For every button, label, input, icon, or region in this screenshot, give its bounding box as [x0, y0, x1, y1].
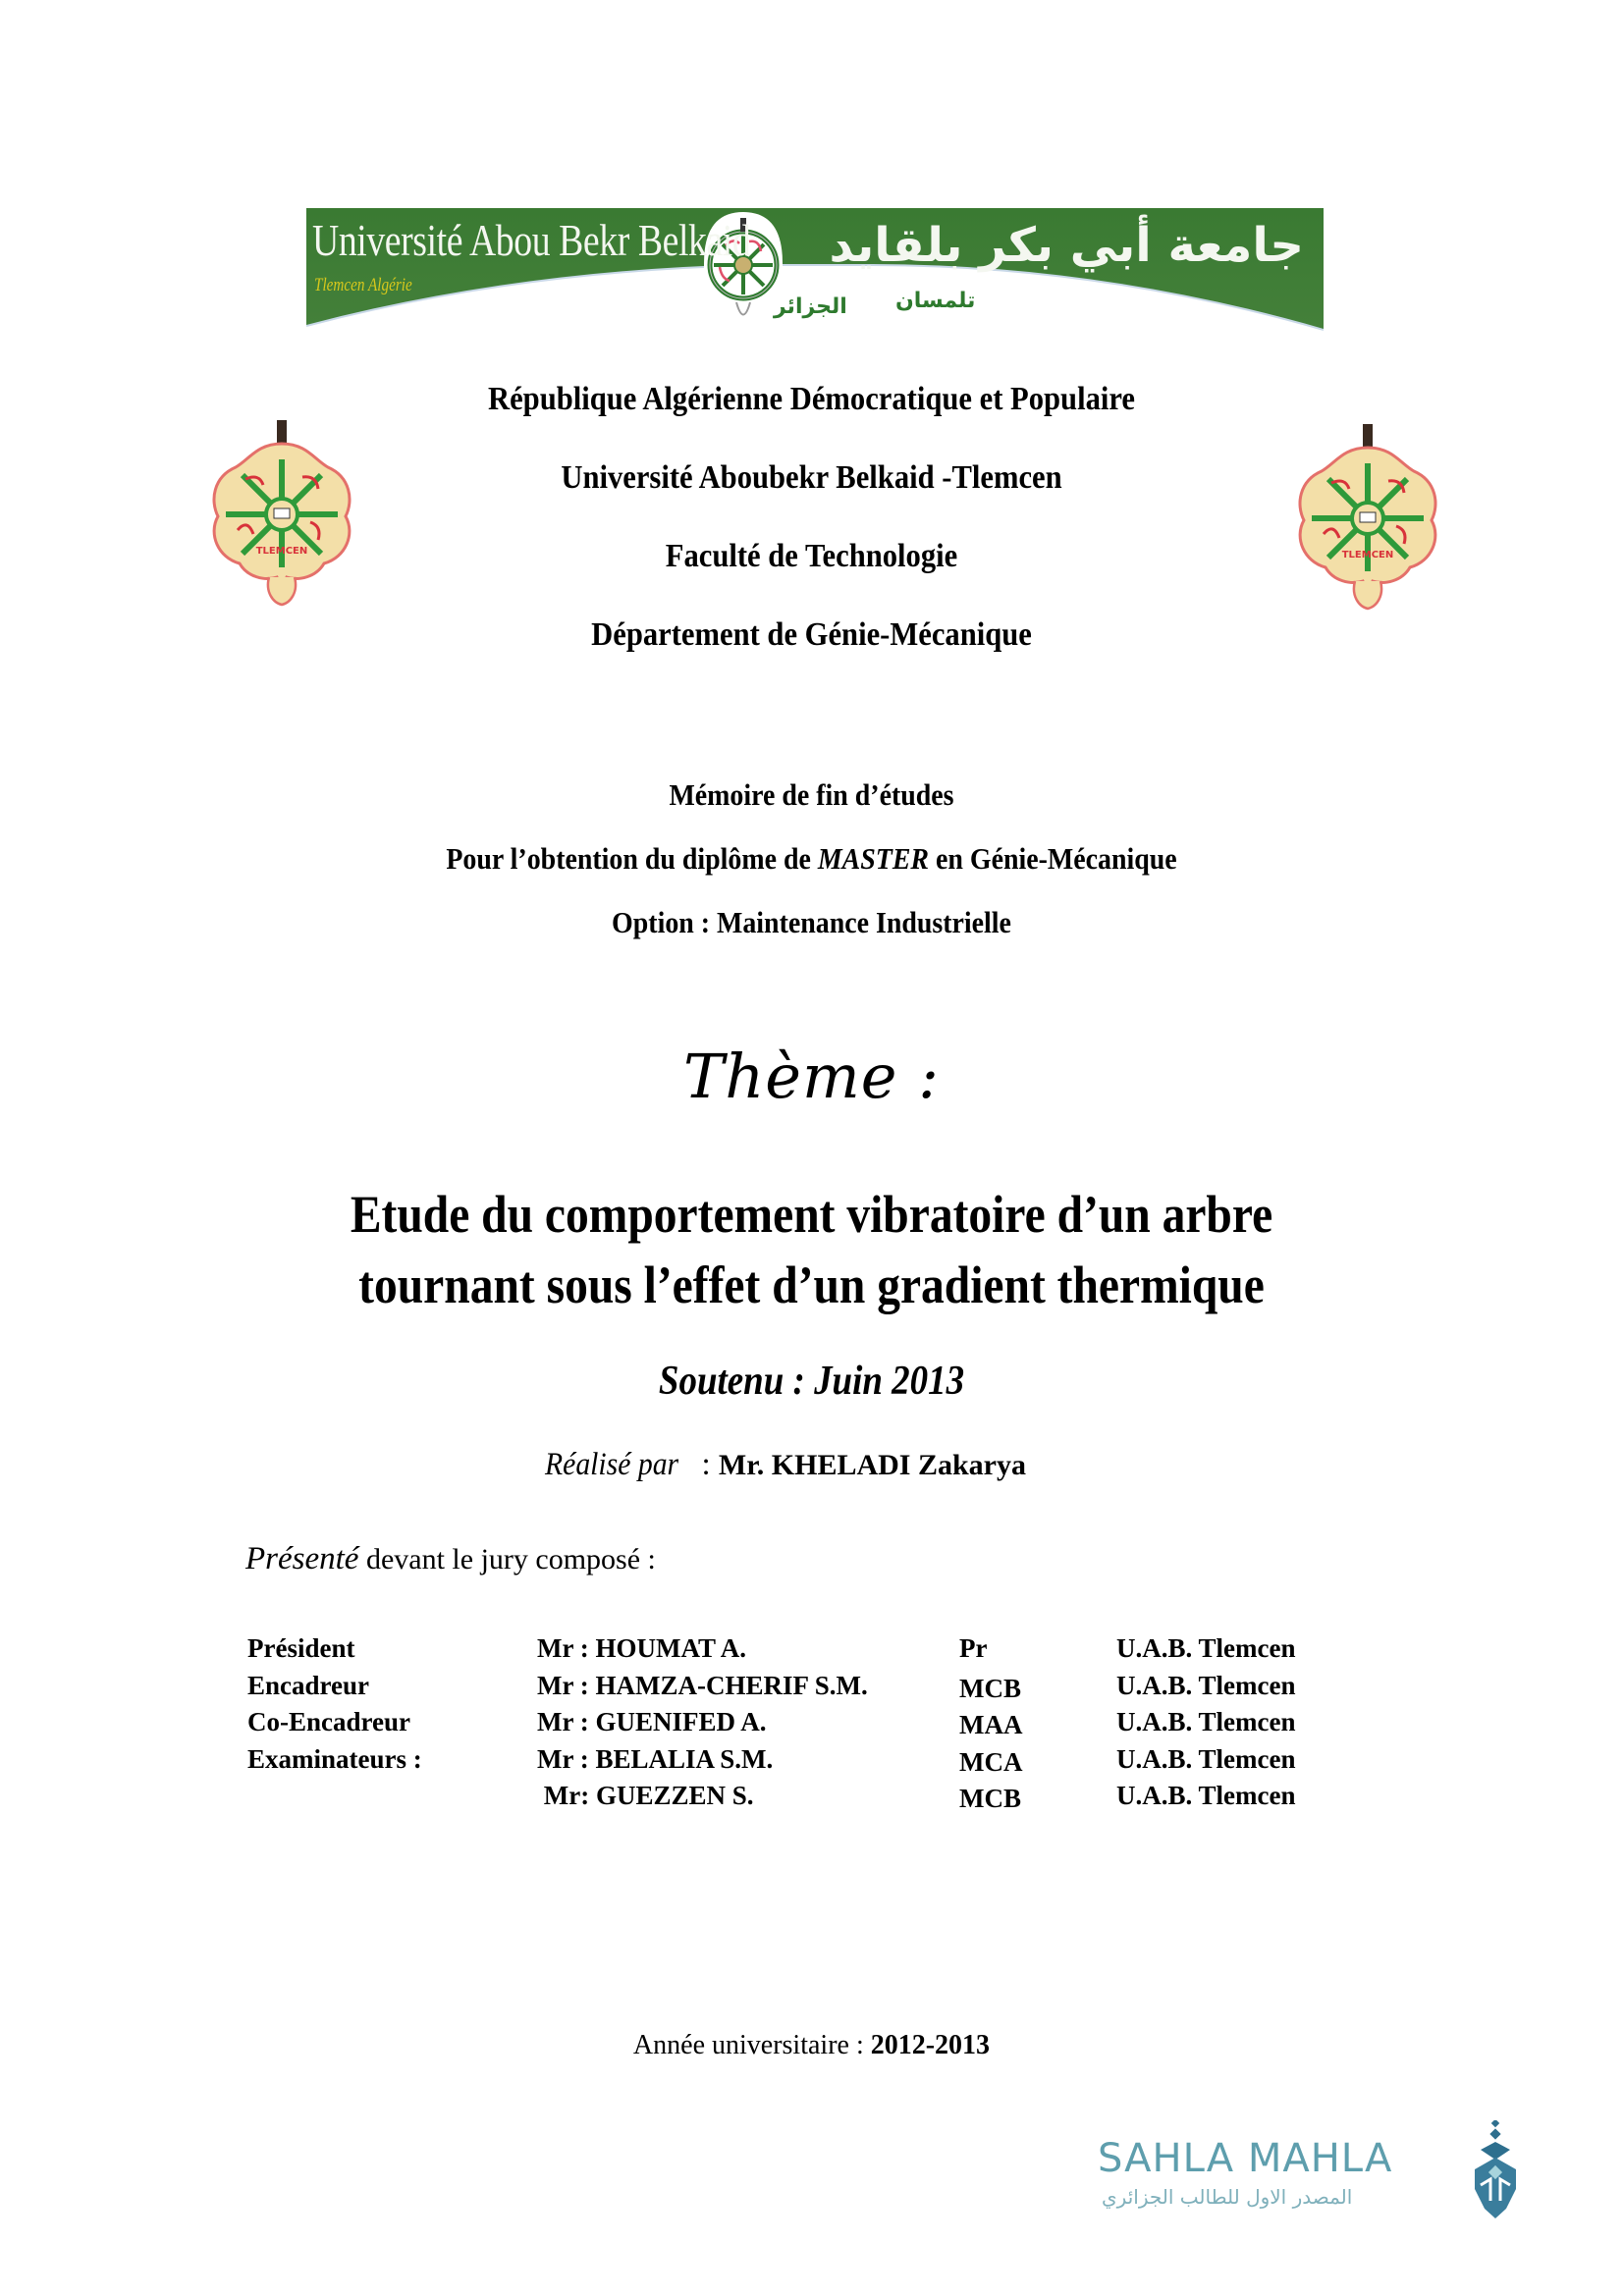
academic-year — [0, 2030, 1623, 2061]
university-seal-left-icon — [208, 420, 355, 607]
thesis-title-line-2: tournant sous l’effet d’un gradient thermique — [358, 1255, 1265, 1314]
jury-role: Encadreur — [247, 1670, 370, 1700]
theme-label: Thème : — [682, 1041, 941, 1112]
diploma-line — [81, 841, 1542, 877]
university-banner — [306, 204, 1324, 334]
author-separator: : — [693, 1447, 719, 1482]
jury-name: Mr : GUENIFED A. — [537, 1707, 767, 1736]
jury-table — [247, 1633, 1347, 1818]
jury-institution: U.A.B. Tlemcen — [1116, 1781, 1296, 1810]
watermark-tagline: المصدر الاول للطالب الجزائري — [1102, 2185, 1353, 2209]
republic-heading: République Algérienne Démocratique et Populaire — [488, 381, 1135, 417]
svg-text:TLEMCEN: TLEMCEN — [255, 546, 308, 557]
defense-date: Soutenu : Juin 2013 — [658, 1359, 965, 1404]
sahla-mahla-watermark — [1098, 2128, 1520, 2226]
jury-grade: MCA — [959, 1746, 1023, 1777]
jury-row — [247, 1671, 1347, 1708]
diploma-suffix: en Génie-Mécanique — [929, 841, 1177, 876]
jury-intro — [245, 1541, 656, 1577]
jury-grade: MAA — [959, 1710, 1023, 1739]
jury-intro-italic: Présenté — [245, 1541, 359, 1576]
svg-text:TLEMCEN: TLEMCEN — [1341, 550, 1394, 561]
memoire-line: Mémoire de fin d’études — [669, 777, 954, 812]
author-name: Mr. KHELADI Zakarya — [718, 1449, 1026, 1481]
thesis-title-line-1: Etude du comportement vibratoire d’un arbre — [350, 1185, 1273, 1244]
faculty-heading: Faculté de Technologie — [665, 538, 958, 574]
department-heading: Département de Génie-Mécanique — [591, 616, 1032, 653]
banner-university-name-ar: جامعة أبي بكر بلقايد — [829, 218, 1304, 273]
jury-row — [247, 1781, 1347, 1818]
academic-year-label: Année universitaire : — [632, 2030, 871, 2060]
author-label: Réalisé par — [545, 1447, 679, 1482]
banner-location: Tlemcen Algérie — [314, 275, 412, 295]
watermark-brand: SAHLA MAHLA — [1098, 2136, 1393, 2181]
university-heading: Université Aboubekr Belkaid -Tlemcen — [561, 459, 1062, 496]
jury-role: Président — [247, 1633, 355, 1663]
banner-country-ar: الجزائر — [774, 294, 847, 319]
jury-grade: MCB — [959, 1673, 1021, 1703]
jury-institution: U.A.B. Tlemcen — [1116, 1707, 1296, 1736]
jury-name: Mr : HAMZA-CHERIF S.M. — [537, 1670, 868, 1700]
jury-row — [247, 1707, 1347, 1744]
jury-intro-rest: devant le jury composé : — [358, 1543, 656, 1575]
jury-row — [247, 1633, 1347, 1671]
jury-institution: U.A.B. Tlemcen — [1116, 1670, 1296, 1700]
jury-name: Mr: GUEZZEN S. — [537, 1781, 754, 1810]
jury-name: Mr : HOUMAT A. — [537, 1633, 746, 1663]
jury-role: Co-Encadreur — [247, 1707, 410, 1736]
jury-grade: MCB — [959, 1784, 1021, 1813]
jury-institution: U.A.B. Tlemcen — [1116, 1633, 1296, 1663]
banner-university-name-fr: Université Abou Bekr Belkaid — [312, 215, 751, 265]
university-seal-right-icon — [1294, 424, 1441, 611]
jury-role: Examinateurs : — [247, 1743, 422, 1774]
diploma-degree: MASTER — [817, 841, 930, 876]
academic-year-value: 2012-2013 — [870, 2030, 991, 2060]
jury-institution: U.A.B. Tlemcen — [1116, 1743, 1296, 1774]
jury-row — [247, 1744, 1347, 1782]
jury-grade: Pr — [959, 1633, 988, 1663]
sahla-mahla-logo-icon — [1471, 2120, 1520, 2228]
diploma-prefix: Pour l’obtention du diplôme de — [446, 841, 818, 876]
author-line — [545, 1447, 1026, 1483]
jury-name: Mr : BELALIA S.M. — [537, 1743, 774, 1774]
banner-city-ar: تلمسان — [895, 289, 976, 313]
option-line: Option : Maintenance Industrielle — [612, 905, 1011, 939]
